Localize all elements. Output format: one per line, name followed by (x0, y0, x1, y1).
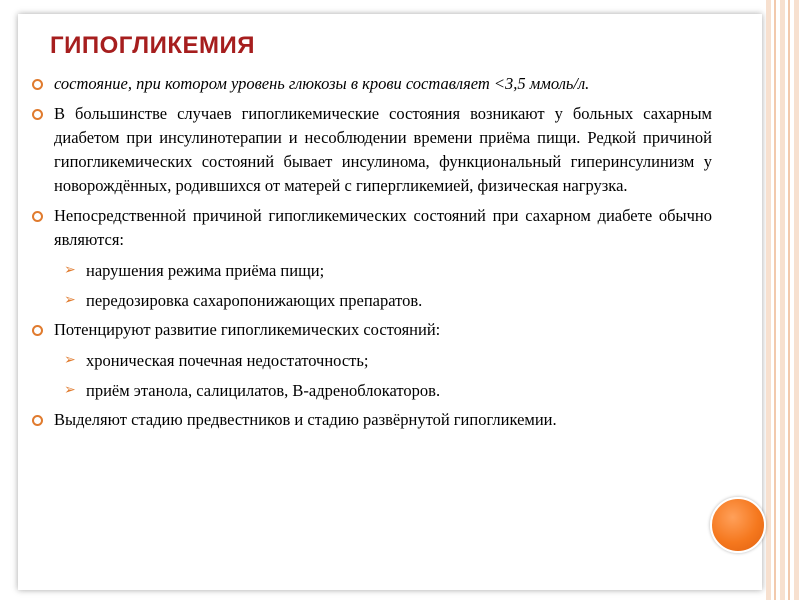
circle-outline-icon (32, 109, 43, 120)
bullet-item-causes (32, 102, 712, 198)
bullet-text: Выделяют стадию предвестников и стадию развёрнутой гипогликемии. (54, 410, 557, 429)
chevron-right-icon: ➢ (64, 262, 76, 278)
sub-bullet-text: приём этанола, салицилатов, B-адреноблокаторов. (86, 381, 441, 400)
bullet-text: В большинстве случаев гипогликемические состояния возникают у больных сахарным диабетом при инсулинотерапии и несоблюдении времени приёма пищи. Редкой причиной гипогликемических состояний бывает инсулинома, функциональный гиперинсулинизм у новорождённых, родившихся от матерей с гипергликемией, физическая нагрузка. (54, 104, 712, 195)
bullet-text: Потенцируют развитие гипогликемических состояний: (54, 320, 441, 339)
slide-title: ГИПОГЛИКЕМИЯ (50, 32, 256, 59)
slide-content (32, 72, 712, 438)
bullet-item-stages (32, 408, 712, 432)
circle-outline-icon (32, 211, 43, 222)
sub-bullet-item (32, 288, 712, 314)
sub-bullet-item (32, 348, 712, 374)
bullet-item-potentiating (32, 318, 712, 342)
bullet-item-direct-cause (32, 204, 712, 252)
sub-bullet-text: хроническая почечная недостаточность; (86, 351, 369, 370)
decorative-stripes (766, 0, 800, 600)
chevron-right-icon: ➢ (64, 352, 76, 368)
sub-bullet-item (32, 258, 712, 284)
sub-bullet-item (32, 378, 712, 404)
sub-bullet-text: нарушения режима приёма пищи; (86, 261, 325, 280)
chevron-right-icon: ➢ (64, 382, 76, 398)
bullet-item-definition (32, 72, 712, 96)
bullet-text: Непосредственной причиной гипогликемических состояний при сахарном диабете обычно являются: (54, 206, 712, 249)
circle-outline-icon (32, 325, 43, 336)
bullet-text: состояние, при котором уровень глюкозы в крови составляет <3,5 ммоль/л. (54, 74, 590, 93)
sub-bullet-text: передозировка сахаропонижающих препаратов. (86, 291, 423, 310)
circle-outline-icon (32, 79, 43, 90)
chevron-right-icon: ➢ (64, 292, 76, 308)
decorative-orange-circle (710, 497, 766, 553)
circle-outline-icon (32, 415, 43, 426)
